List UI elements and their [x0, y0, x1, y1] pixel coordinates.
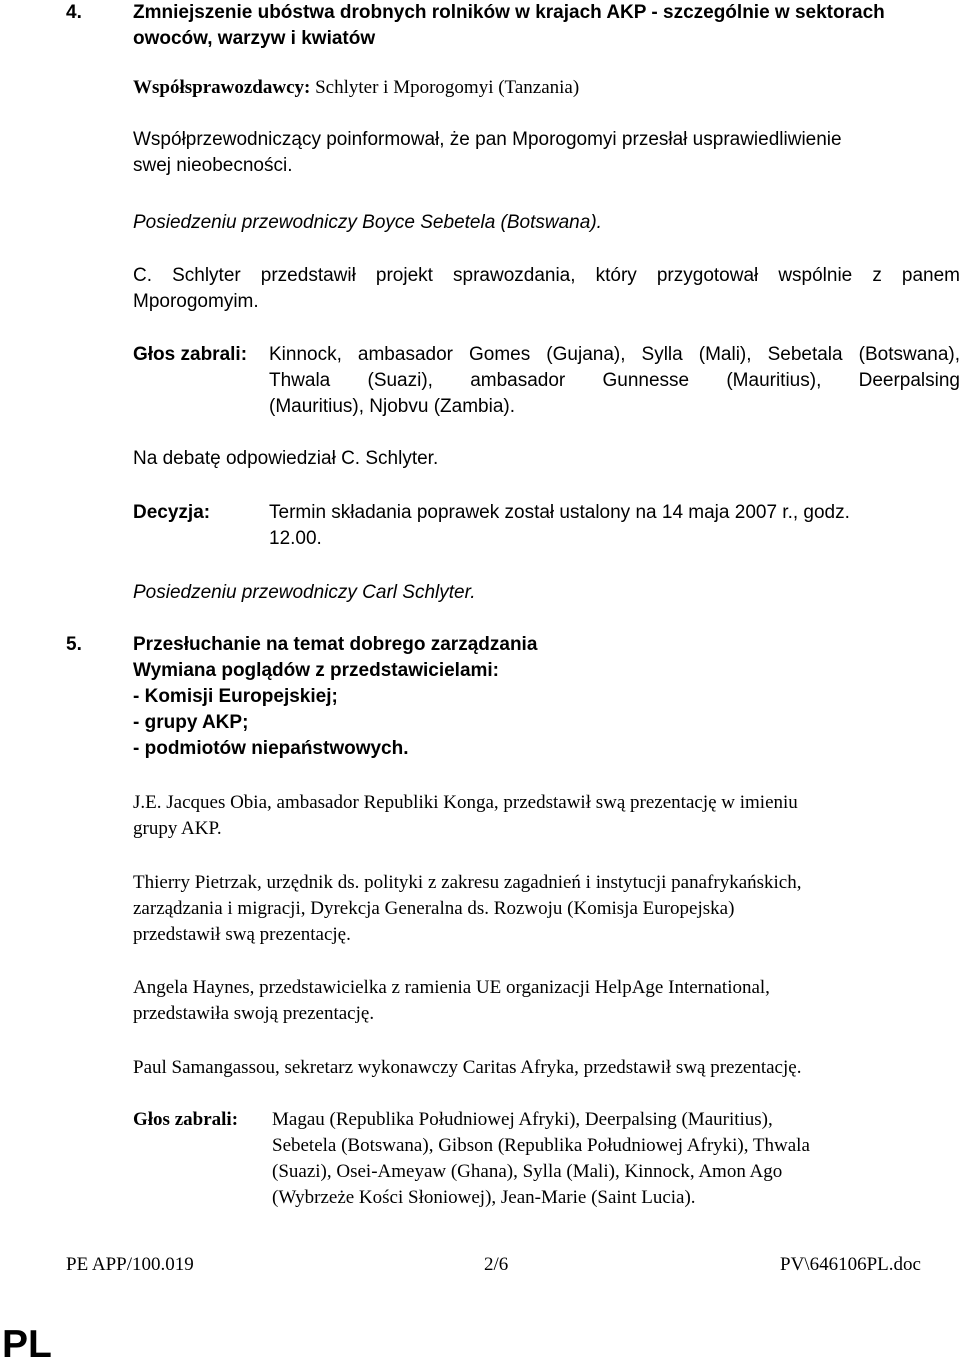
item-5-number: 5. — [66, 634, 82, 655]
chair-note-2: Posiedzeniu przewodniczy Carl Schlyter. — [133, 582, 476, 603]
rapporteurs — [133, 75, 933, 101]
decision-line1: Termin składania poprawek został ustalony na 14 maja 2007 r., godz. — [269, 502, 850, 523]
item-4-title-line2: owoców, warzyw i kwiatów — [133, 28, 376, 49]
speakers-4-line2: Thwala (Suazi), ambasador Gunnesse (Mauritius), Deerpalsing — [269, 370, 960, 391]
item-5-list-3: - podmiotów niepaństwowych. — [133, 738, 409, 759]
item-5-title: Przesłuchanie na temat dobrego zarządzania — [133, 634, 538, 655]
samangassou-line: Paul Samangassou, sekretarz wykonawczy Caritas Afryka, przedstawił swą prezentację. — [133, 1057, 802, 1078]
speakers-5-line2: Sebetela (Botswana), Gibson (Republika Południowej Afryki), Thwala — [272, 1135, 810, 1156]
item-4-title-line1: Zmniejszenie ubóstwa drobnych rolników w krajach AKP - szczególnie w sektorach — [133, 2, 885, 23]
item-5-list-2: - grupy AKP; — [133, 712, 249, 733]
haynes-line1: Angela Haynes, przedstawicielka z ramienia UE organizacji HelpAge International, — [133, 977, 770, 998]
schlyter-paragraph — [133, 263, 960, 315]
item-5-list-1: - Komisji Europejskiej; — [133, 686, 338, 707]
chair-note: Posiedzeniu przewodniczy Boyce Sebetela (Botswana). — [133, 212, 602, 233]
speakers-list-4 — [269, 342, 960, 420]
item-4-title — [133, 0, 960, 52]
item-5-subtitle: Wymiana poglądów z przedstawicielami: — [133, 660, 500, 681]
schlyter-line1: C. Schlyter przedstawił projekt sprawozdania, który przygotował wspólnie z panem — [133, 265, 960, 286]
rapporteurs-value: Schlyter i Mporogomyi (Tanzania) — [315, 77, 580, 98]
item-5-heading — [133, 632, 960, 762]
decision-line2: 12.00. — [269, 528, 322, 549]
speakers-5-line3: (Suazi), Osei-Ameyaw (Ghana), Sylla (Mali), Kinnock, Amon Ago — [272, 1161, 783, 1182]
language-code: PL — [2, 1323, 52, 1366]
footer-page-number: 2/6 — [484, 1254, 509, 1275]
speakers-4-line3: (Mauritius), Njobvu (Zambia). — [269, 396, 515, 417]
pietrzak-paragraph — [133, 870, 960, 948]
pietrzak-line1: Thierry Pietrzak, urzędnik ds. polityki z zakresu zagadnień i instytucji panafrykańskich, — [133, 872, 802, 893]
cochair-line2: swej nieobecności. — [133, 155, 293, 176]
speakers-label-5: Głos zabrali: — [133, 1109, 239, 1130]
footer-filename: PV\646106PL.doc — [780, 1254, 921, 1275]
haynes-line2: przedstawiła swoją prezentację. — [133, 1003, 375, 1024]
speakers-4-line1: Kinnock, ambasador Gomes (Gujana), Sylla (Mali), Sebetala (Botswana), — [269, 344, 960, 365]
speakers-5-line1: Magau (Republika Południowej Afryki), Deerpalsing (Mauritius), — [272, 1109, 773, 1130]
speakers-label-4: Głos zabrali: — [133, 344, 248, 365]
footer-reference: PE APP/100.019 — [66, 1254, 194, 1275]
rapporteurs-label: Współsprawozdawcy: — [133, 77, 311, 98]
obia-line1: J.E. Jacques Obia, ambasador Republiki Konga, przedstawił swą prezentację w imieniu — [133, 792, 798, 813]
reply-line: Na debatę odpowiedział C. Schlyter. — [133, 448, 439, 469]
speakers-5-line4: (Wybrzeże Kości Słoniowej), Jean-Marie (Saint Lucia). — [272, 1187, 696, 1208]
decision-text — [269, 500, 960, 552]
pietrzak-line3: przedstawił swą prezentację. — [133, 924, 351, 945]
haynes-paragraph — [133, 975, 960, 1027]
decision-label: Decyzja: — [133, 502, 211, 523]
obia-paragraph — [133, 790, 960, 842]
obia-line2: grupy AKP. — [133, 818, 222, 839]
pietrzak-line2: zarządzania i migracji, Dyrekcja Generalna ds. Rozwoju (Komisja Europejska) — [133, 898, 735, 919]
cochair-paragraph — [133, 127, 953, 179]
speakers-list-5 — [272, 1107, 960, 1211]
cochair-line1: Współprzewodniczący poinformował, że pan Mporogomyi przesłał usprawiedliwienie — [133, 129, 842, 150]
schlyter-line2: Mporogomyim. — [133, 291, 259, 312]
item-4-number: 4. — [66, 2, 82, 23]
